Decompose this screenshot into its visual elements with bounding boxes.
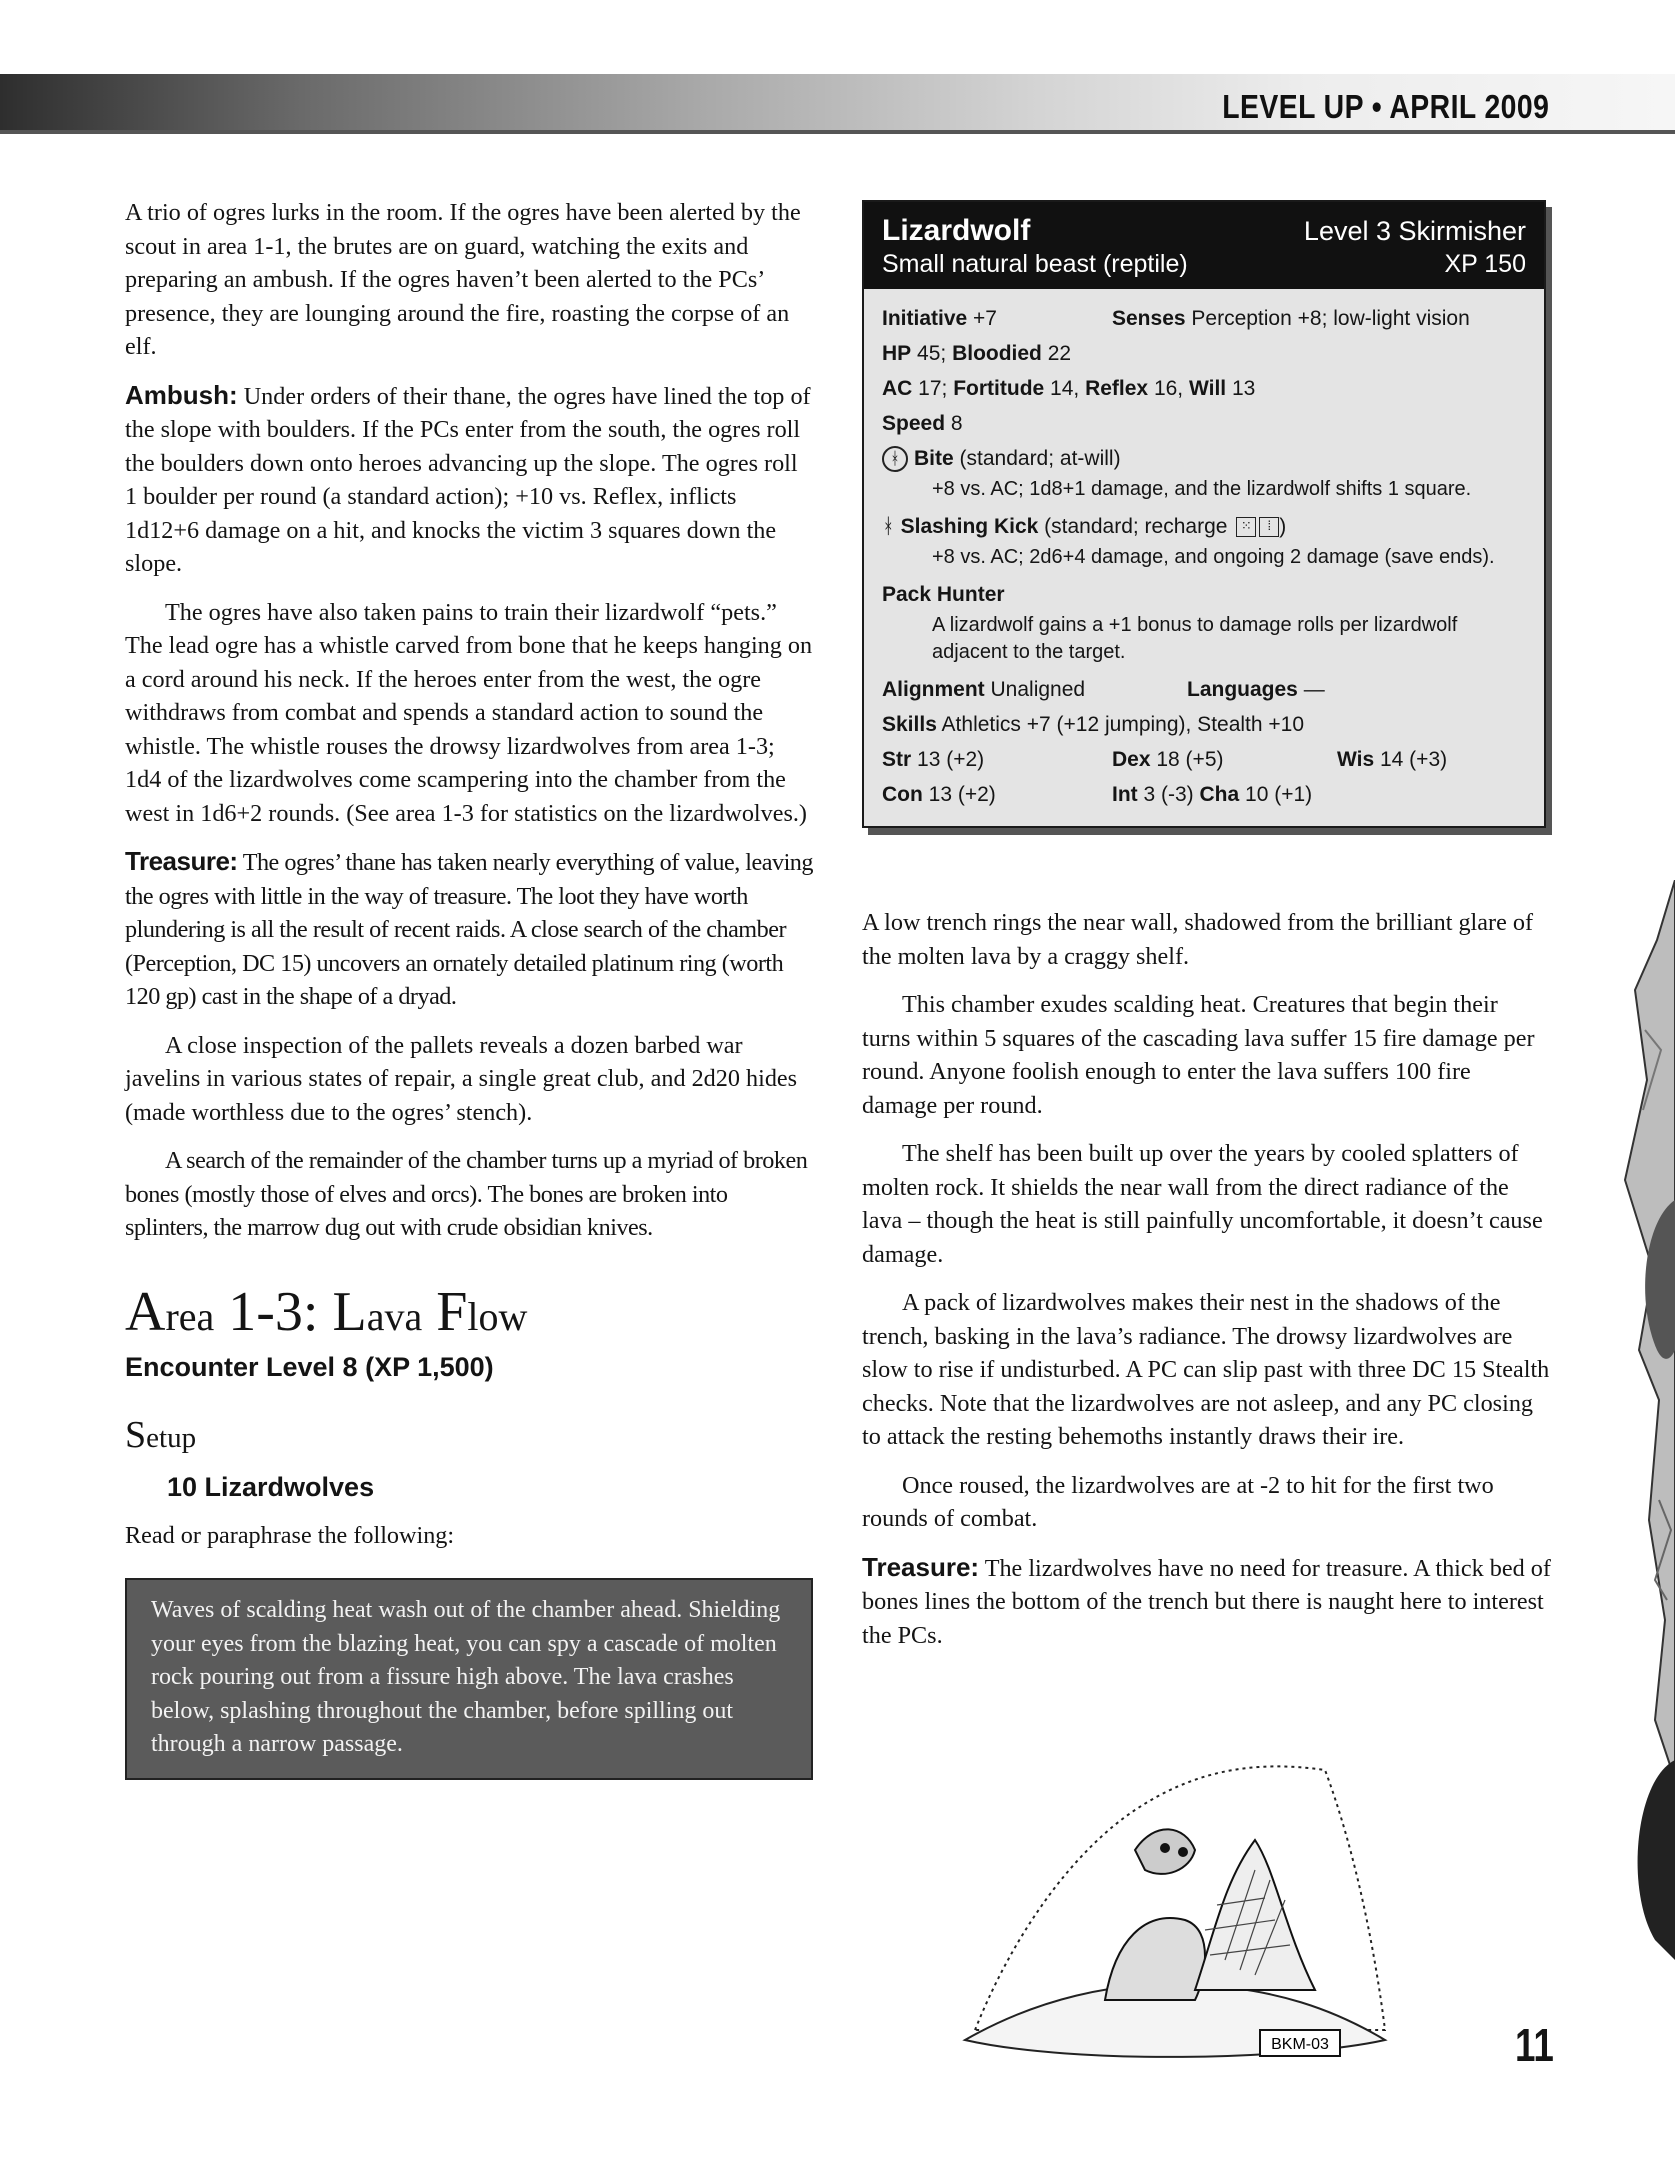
treasure-label: Treasure: xyxy=(862,1551,980,1582)
stat-block-body xyxy=(864,289,1544,826)
paragraph: The ogres have also taken pains to train their lizardwolf “pets.” The lead ogre has a whistle carved from bone that he keeps hanging on a cord around his neck. If the heroes enter from the west, the ogre withdraws from combat and spends a standard action to sound the whistle. The whistle rouses the drowsy lizardwolves from area 1-3; 1d4 of the lizardwolves come scampering into the chamber from the west in 1d6+2 rounds. (See area 1-3 for statistics on the lizardwolves.) xyxy=(125,598,813,827)
defenses-line: AC 17; Fortitude 14, Reflex 16, Will 13 xyxy=(882,377,1256,400)
monster-name: Lizardwolf xyxy=(882,214,1031,247)
melee-basic-attack-icon: ᚼ xyxy=(882,446,908,472)
treasure-paragraph xyxy=(862,1551,1552,1653)
lizardwolf-illustration xyxy=(955,1730,1395,2080)
treasure-text: The lizardwolves have no need for treasure. A thick bed of bones lines the bottom of the trench but there is naught here to interest the PCs. xyxy=(862,1554,1551,1649)
abilities-line-1: Str 13 (+2) Dex 18 (+5) Wis 14 (+3) xyxy=(882,748,1448,771)
speed-line: Speed 8 xyxy=(882,412,963,435)
magazine-issue-title: LEVEL UP • APRIL 2009 xyxy=(1221,88,1549,125)
ambush-text: Under orders of their thane, the ogres have lined the top of the slope with boulders. If the PCs enter from the south, the ogres roll the boulders down onto heroes advancing up the slope. The ogres roll 1 boulder per round (a standard action); +10 vs. Reflex, inflicts 1d12+6 damage on a hit, and knocks the victim 3 squares down the slope. xyxy=(125,382,811,577)
paragraph: This chamber exudes scalding heat. Creatures that begin their turns within 5 squares of the cascading lava suffer 15 fire damage per round. Anyone foolish enough to enter the lava suffers 100 fire damage per round. xyxy=(862,991,1535,1119)
creature-list: 10 Lizardwolves xyxy=(167,1471,375,1502)
read-aloud-box: Waves of scalding heat wash out of the chamber ahead. Shielding your eyes from the blazing heat, you can spy a cascade of molten rock pouring out from a fissure high above. The lava crashes below, splashing throughout the chamber, before spilling out through a narrow passage. xyxy=(125,1578,813,1780)
alignment-line: Alignment Unaligned Languages — xyxy=(882,678,1325,701)
pack-hunter-label: Pack Hunter xyxy=(882,583,1005,606)
melee-attack-icon: ᚼ xyxy=(882,515,895,538)
monster-type: Small natural beast (reptile) xyxy=(882,250,1188,278)
paragraph: A low trench rings the near wall, shadowed from the brilliant glare of the molten lava by a craggy shelf. xyxy=(862,909,1534,970)
kick-power: ᚼ Slashing Kick (standard; recharge ⁙ ⁞ ) xyxy=(882,515,1287,538)
bite-power: ᚼ Bite (standard; at-will) xyxy=(882,441,1526,476)
illustration-signature: BKM-03 xyxy=(1271,2036,1329,2053)
dice-six-icon: ⁞ xyxy=(1259,517,1279,537)
right-column xyxy=(862,906,1552,1667)
paragraph: A trio of ogres lurks in the room. If the ogres have been alerted by the scout in area 1-1, the brutes are on guard, watching the exits and preparing an ambush. If the ogres haven’t been alerted to the PCs’ presence, they are lounging around the fire, roasting the corpse of an elf. xyxy=(125,199,801,360)
treasure-text: The ogres’ thane has taken nearly everything of value, leaving the ogres with little in the way of treasure. The loot they have worth plundering is all the result of recent raids. A close search of the chamber (Perception, DC 15) uncovers an ornately detailed platinum ring (worth 120 gp) cast in the shape of a dryad. xyxy=(125,849,813,1010)
monster-xp: XP 150 xyxy=(1444,250,1526,278)
area-heading: Area 1-3: Lava Flow xyxy=(125,1280,528,1343)
pack-hunter-text: A lizardwolf gains a +1 bonus to damage rolls per lizardwolf adjacent to the target. xyxy=(932,614,1458,663)
lizardwolf-stat-block xyxy=(862,200,1546,828)
ambush-label: Ambush: xyxy=(125,379,238,410)
paragraph: A search of the remainder of the chamber turns up a myriad of broken bones (mostly those of elves and orcs). The bones are broken into splinters, the marrow dug out with crude obsidian knives. xyxy=(125,1147,808,1241)
paragraph: A close inspection of the pallets reveals a dozen barbed war javelins in various states of repair, a single great club, and 2d20 hides (made worthless due to the ogres’ stench). xyxy=(125,1031,798,1126)
encounter-level: Encounter Level 8 (XP 1,500) xyxy=(125,1351,494,1382)
abilities-line-2: Con 13 (+2) Int 3 (-3) Cha 10 (+1) xyxy=(882,783,1313,806)
treasure-label: Treasure: xyxy=(125,846,238,876)
read-prompt: Read or paraphrase the following: xyxy=(125,1521,455,1549)
dice-five-icon: ⁙ xyxy=(1236,517,1256,537)
skills-line: Skills Athletics +7 (+12 jumping), Stealth +10 xyxy=(882,713,1305,736)
kick-text: +8 vs. AC; 2d6+4 damage, and ongoing 2 damage (save ends). xyxy=(932,546,1495,568)
treasure-paragraph xyxy=(125,845,813,1014)
initiative-line: Initiative +7 Senses Perception +8; low-light vision xyxy=(882,307,1470,330)
page-number: 11 xyxy=(1515,2019,1554,2071)
paragraph: Once roused, the lizardwolves are at -2 to hit for the first two rounds of combat. xyxy=(862,1471,1494,1532)
monster-role: Level 3 Skirmisher xyxy=(1303,216,1526,246)
paragraph: The shelf has been built up over the years by cooled splatters of molten rock. It shields the near wall from the direct radiance of the lava – though the heat is still painfully uncomfortable, it doesn’t cause damage. xyxy=(862,1140,1543,1268)
stat-block-header xyxy=(864,202,1544,289)
left-column xyxy=(125,196,813,1780)
setup-heading: Setup xyxy=(125,1413,197,1456)
ambush-paragraph xyxy=(125,379,813,581)
header-banner xyxy=(0,74,1675,134)
paragraph: A pack of lizardwolves makes their nest in the shadows of the trench, basking in the lava’s radiance. The drowsy lizardwolves are slow to rise if undisturbed. A PC can slip past with three DC 15 Stealth checks. Note that the lizardwolves are not asleep, and any PC closing to attack the resting behemoths instantly draws their ire. xyxy=(862,1289,1550,1450)
bite-text: +8 vs. AC; 1d8+1 damage, and the lizardwolf shifts 1 square. xyxy=(932,478,1472,500)
hp-line: HP 45; Bloodied 22 xyxy=(882,342,1072,365)
blade-edge-decoration xyxy=(1595,880,1675,2040)
